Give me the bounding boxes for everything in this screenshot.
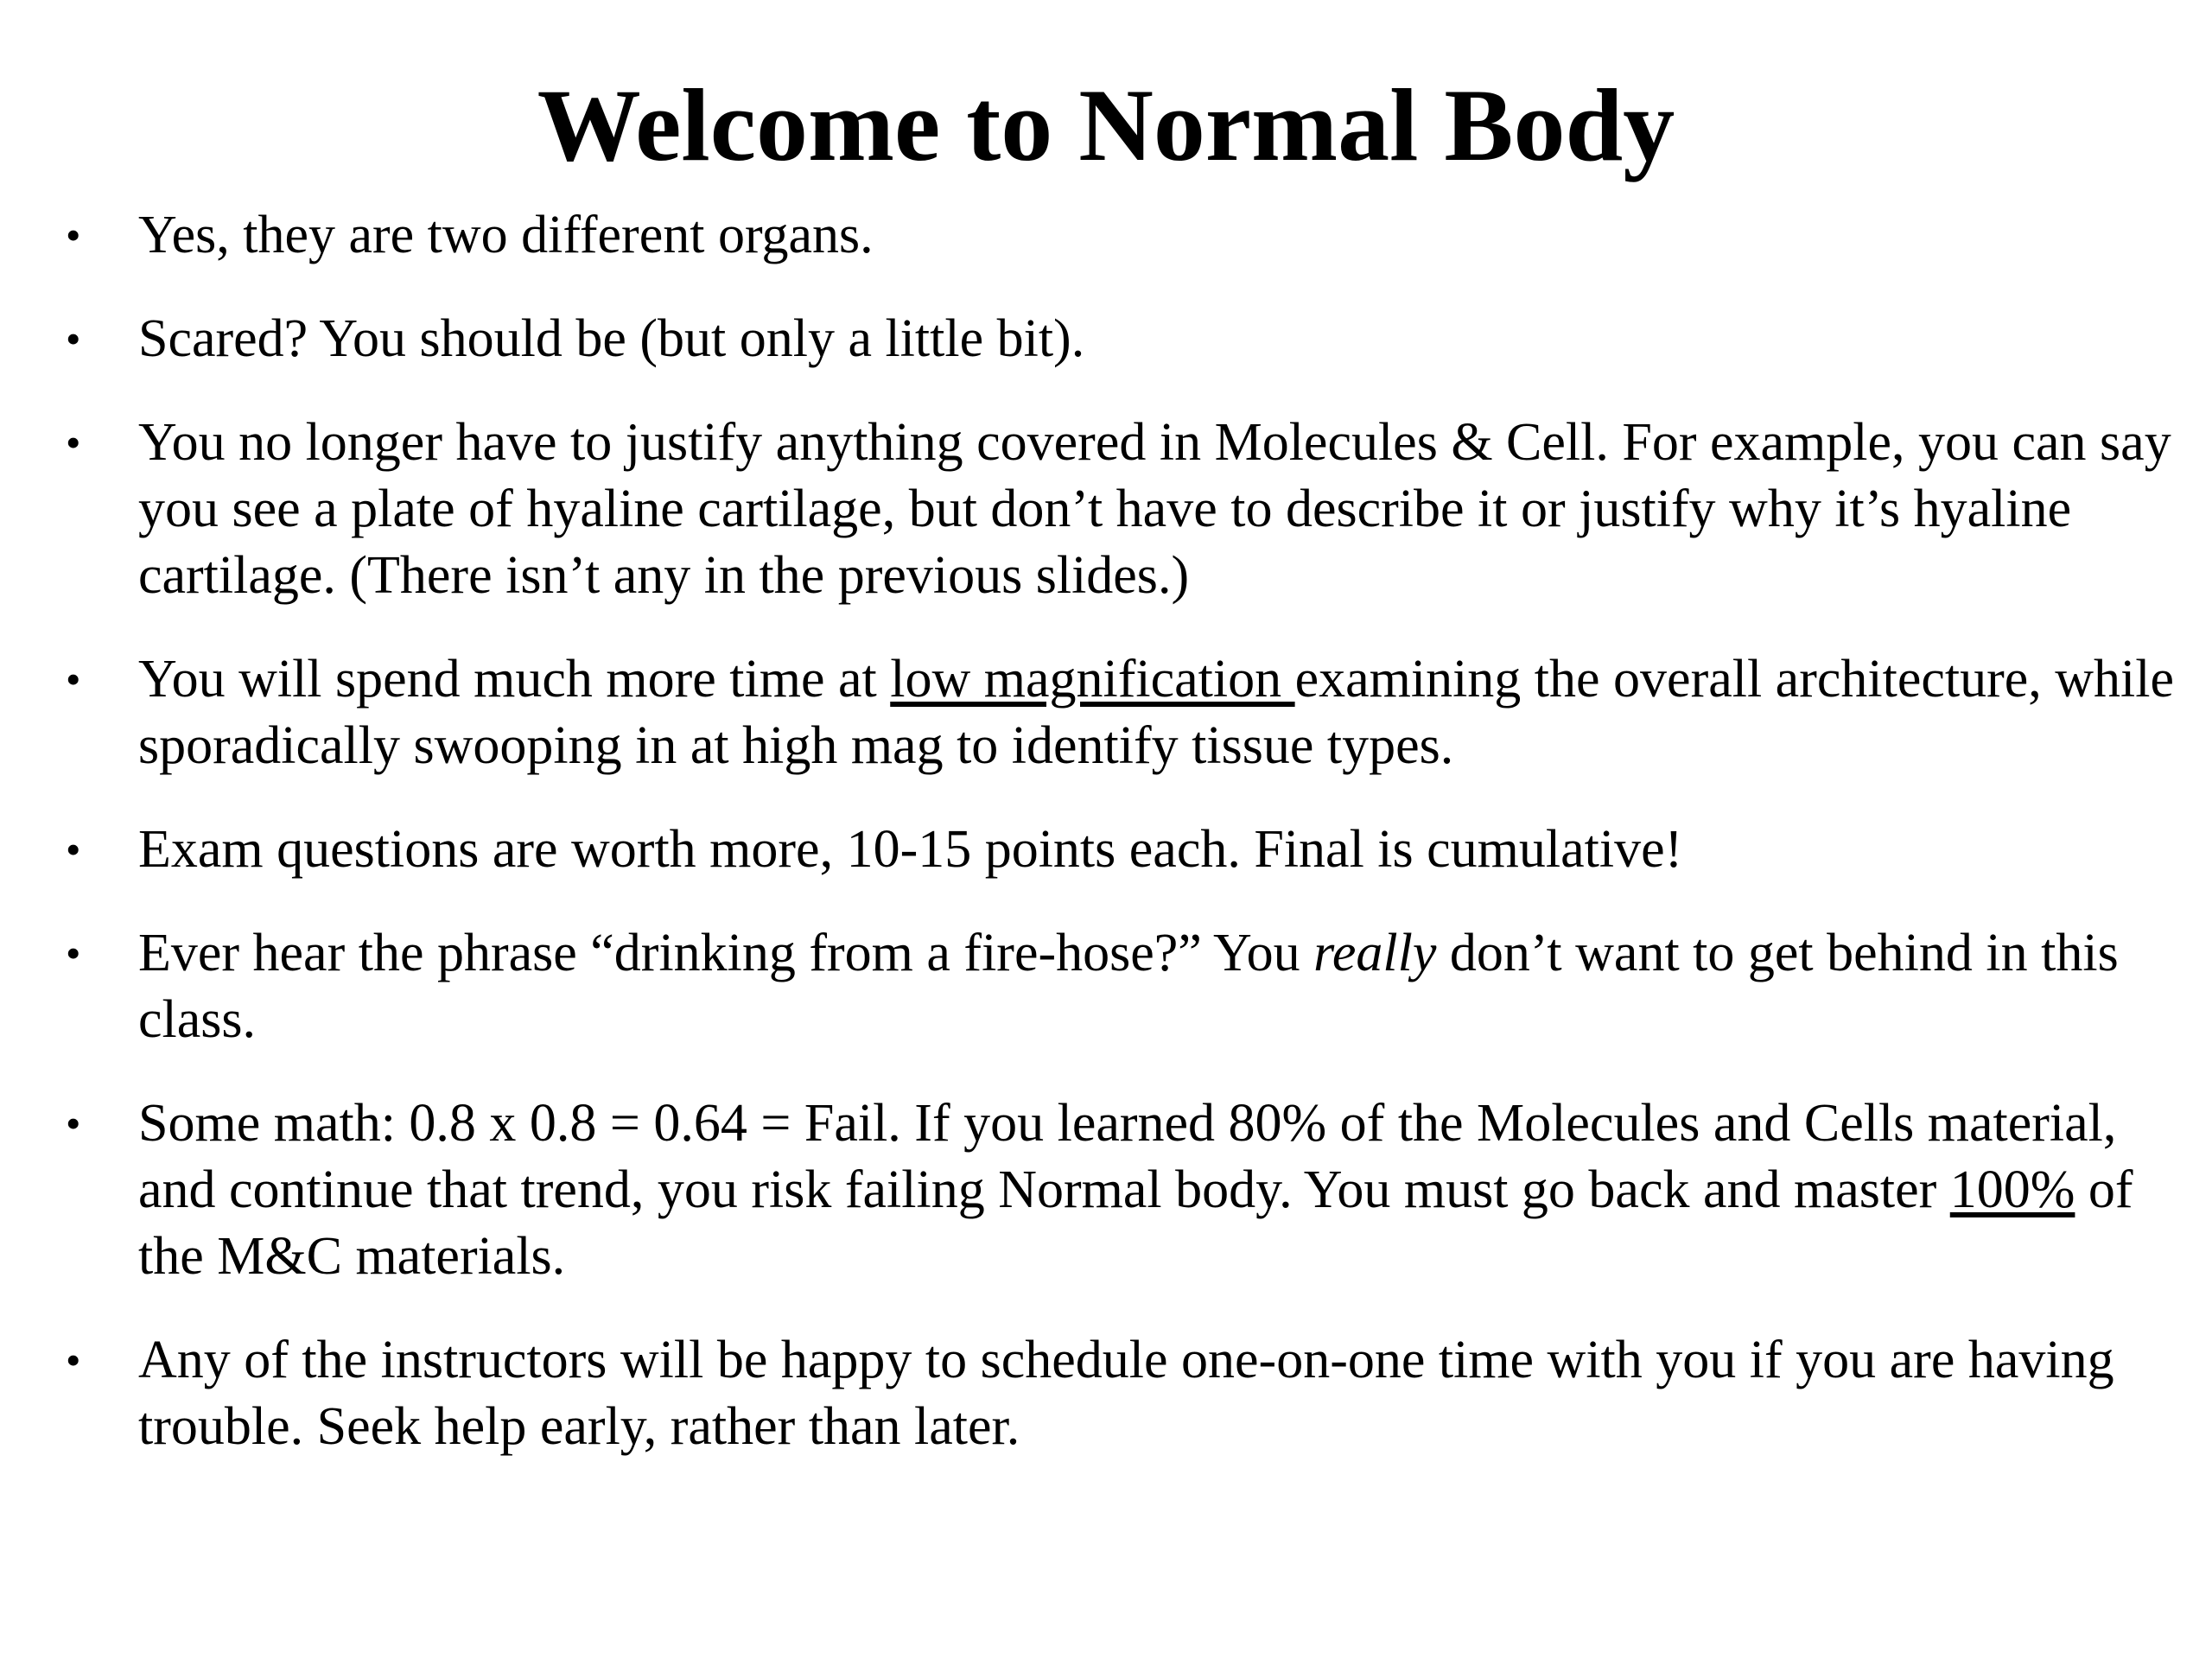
bullet-item xyxy=(0,817,2212,883)
bullet-text: You no longer have to justify anything covered in Molecules & Cell. For example, you can say you see a plate of hyaline cartilage, but don’t have to describe it or justify why it’s hyaline cartilage. (There isn’t any in the previous slides.) xyxy=(138,413,2171,605)
bullet-list xyxy=(0,202,2212,1497)
bullet-icon: • xyxy=(66,418,81,467)
bullet-item xyxy=(0,306,2212,372)
bullet-text-tail: of the M&C materials. xyxy=(138,1160,2133,1286)
underlined-phrase: 100% xyxy=(1949,1160,2075,1219)
bullet-text: Yes, they are two different organs. xyxy=(138,206,874,264)
bullet-text-tail: don’t want to get behind in this class. xyxy=(138,924,2119,1049)
bullet-text-lead: Some math: 0.8 x 0.8 = 0.64 = Fail. If you learned 80% of the Molecules and Cells material, and continue that trend, you risk failing Normal body. You must go back and master xyxy=(138,1094,2117,1219)
slide-title: Welcome to Normal Body xyxy=(537,67,1675,182)
bullet-item xyxy=(0,410,2212,609)
bullet-item xyxy=(0,920,2212,1053)
bullet-icon: • xyxy=(66,655,81,703)
bullet-icon: • xyxy=(66,1336,81,1384)
bullet-text: Exam questions are worth more, 10-15 points each. Final is cumulative! xyxy=(138,820,1683,879)
underlined-phrase: low magnification xyxy=(890,650,1295,709)
bullet-text: Any of the instructors will be happy to schedule one-on-one time with you if you are having trouble. Seek help early, rather than later. xyxy=(138,1331,2114,1456)
bullet-item xyxy=(0,1327,2212,1460)
bullet-text-lead: You will spend much more time at xyxy=(138,650,891,709)
bullet-text-lead: Ever hear the phrase “drinking from a fire-hose?” You xyxy=(138,924,1314,982)
bullet-icon: • xyxy=(66,1099,81,1147)
bullet-icon: • xyxy=(66,929,81,977)
bullet-item xyxy=(0,1090,2212,1290)
italic-word: really xyxy=(1313,924,1437,982)
bullet-item xyxy=(0,202,2212,269)
bullet-item xyxy=(0,646,2212,779)
bullet-text: Scared? You should be (but only a little bit). xyxy=(138,309,1085,368)
bullet-icon: • xyxy=(66,315,81,363)
bullet-text-tail: examining the overall architecture, while sporadically swooping in at high mag to identify tissue types. xyxy=(138,650,2174,775)
bullet-icon: • xyxy=(66,211,81,259)
bullet-icon: • xyxy=(66,825,81,874)
